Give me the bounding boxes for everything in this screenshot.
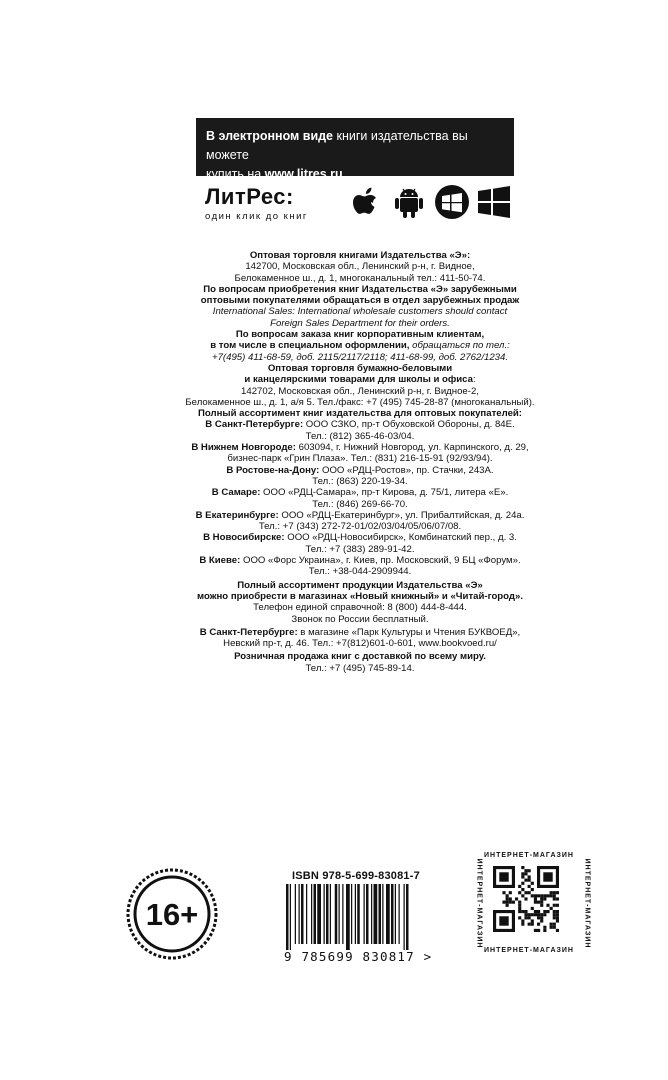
barcode-bar	[301, 884, 304, 944]
qr-module	[509, 891, 512, 894]
qr-module	[506, 897, 509, 900]
spb-line: В Санкт-Петербурге: ООО СЗКО, пр-т Обуховской Обороны, д. 84Е.	[205, 419, 515, 431]
office-supplies-1: Оптовая торговля бумажно-беловыми	[267, 362, 453, 374]
qr-module	[509, 897, 512, 900]
qr-module	[534, 901, 537, 904]
qr-module	[537, 929, 540, 932]
nn-line: В Нижнем Новгороде: 603094, г. Нижний Новгород, ул. Карпинского, д. 29,	[191, 442, 529, 454]
qr-module	[524, 872, 527, 875]
qr-module	[543, 929, 546, 932]
qr-module	[506, 894, 509, 897]
qr-module	[553, 913, 556, 916]
barcode-bar	[295, 884, 296, 944]
barcode-bar	[342, 884, 343, 944]
corporate-2: в том числе в специальном оформлении, обращаться по тел.:	[210, 340, 510, 352]
qr-module	[553, 923, 556, 926]
qr-module	[543, 897, 546, 900]
barcode-bar	[357, 884, 360, 944]
samara-line: В Самаре: ООО «РДЦ-Самара», пр-т Кирова, д. 75/1, литера «Е».	[211, 487, 509, 499]
qr-module	[528, 869, 531, 872]
products-4: Звонок по России бесплатный.	[291, 613, 429, 625]
qr-module	[499, 916, 508, 925]
qr-module	[499, 872, 508, 881]
qr-label-top: ИНТЕРНЕТ-МАГАЗИН	[484, 852, 574, 859]
foreign-sales-en-1: International Sales: International wholesale customers should contact	[212, 306, 508, 318]
qr-block	[472, 852, 591, 956]
qr-module	[531, 888, 534, 891]
qr-module	[543, 926, 546, 929]
qr-module	[534, 913, 537, 916]
qr-module	[550, 894, 553, 897]
qr-module	[556, 891, 559, 894]
qr-module	[546, 910, 549, 913]
qr-module	[534, 894, 537, 897]
barcode-bar	[326, 884, 329, 944]
qr-module	[540, 897, 543, 900]
qr-module	[518, 904, 521, 907]
qr-module	[518, 916, 521, 919]
qr-module	[524, 910, 527, 913]
barcode-bar	[290, 884, 291, 950]
barcode-bar	[346, 884, 350, 950]
barcode-bar	[306, 884, 307, 944]
qr-module	[540, 916, 543, 919]
qr-label-left: ИНТЕРНЕТ-МАГАЗИН	[475, 858, 483, 949]
barcode-bar	[395, 884, 396, 944]
qr-module	[537, 894, 540, 897]
foreign-sales-2: оптовыми покупателями обращаться в отдел зарубежных продаж	[200, 295, 520, 307]
qr-module	[537, 910, 540, 913]
qr-module	[550, 891, 553, 894]
apple-icon	[346, 182, 386, 222]
qr-module	[531, 913, 534, 916]
qr-module	[543, 910, 546, 913]
qr-module	[528, 885, 531, 888]
rnd-tel: Тел.: (863) 220-19-34.	[312, 475, 408, 487]
barcode-bar	[374, 884, 378, 944]
banner-rest: книги издательства вы можете	[206, 129, 468, 162]
qr-module	[556, 904, 559, 907]
retail-2: Тел.: +7 (495) 745-89-14.	[305, 662, 415, 674]
wholesale-address-2: Белокаменное ш., д. 1, многоканальный тел.: 411-50-74.	[234, 272, 486, 284]
qr-module	[534, 910, 537, 913]
qr-module	[543, 913, 546, 916]
kiev-line: В Киеве: ООО «Форс Украина», г. Киев, пр. Московский, 9 БЦ «Форум».	[199, 555, 521, 567]
qr-module	[537, 923, 540, 926]
qr-code[interactable]	[493, 866, 559, 942]
qr-module	[521, 875, 524, 878]
qr-module	[553, 910, 556, 913]
barcode-bar	[299, 884, 300, 944]
barcode-bar	[399, 884, 400, 944]
qr-module	[556, 929, 559, 932]
products-1: Полный ассортимент продукции Издательства «Э»	[237, 579, 483, 591]
qr-module	[556, 897, 559, 900]
nsk-tel: Тел.: +7 (383) 289-91-42.	[305, 543, 415, 555]
qr-module	[524, 891, 527, 894]
qr-module	[540, 901, 543, 904]
qr-module	[509, 901, 512, 904]
qr-module	[518, 907, 521, 910]
qr-module	[515, 897, 518, 900]
wholesale-title: Оптовая торговля книгами Издательства «Э»:	[249, 250, 471, 261]
products-2: можно приобрести в магазинах «Новый книжный» и «Читай-город».	[197, 590, 523, 602]
qr-module	[518, 885, 521, 888]
office-supplies-address-2: Белокаменное ш., д. 1, а/я 5. Тел./факс: +7 (495) 745-28-87 (многоканальный).	[185, 396, 535, 408]
qr-module	[521, 894, 524, 897]
qr-module	[506, 901, 509, 904]
qr-module	[553, 894, 556, 897]
age-rating-text: 16+	[145, 897, 199, 932]
barcode-bar	[364, 884, 365, 944]
barcode-bar	[351, 884, 352, 944]
barcode-bar	[386, 884, 390, 944]
qr-module	[550, 926, 553, 929]
qr-module	[521, 888, 524, 891]
products-3: Телефон единой справочной: 8 (800) 444-8-444.	[253, 602, 467, 614]
banner-line1	[206, 127, 504, 165]
litres-banner	[196, 118, 514, 181]
qr-module	[553, 904, 556, 907]
contacts-block	[140, 250, 580, 674]
qr-module	[524, 913, 527, 916]
qr-module	[553, 926, 556, 929]
qr-module	[546, 904, 549, 907]
qr-module	[553, 891, 556, 894]
qr-module	[543, 894, 546, 897]
qr-module	[556, 919, 559, 922]
qr-module	[534, 897, 537, 900]
qr-module	[524, 916, 527, 919]
retail-1: Розничная продажа книг с доставкой по всему миру.	[234, 651, 486, 663]
qr-module	[540, 919, 543, 922]
qr-module	[528, 879, 531, 882]
barcode-digits: 9 785699 830817 >	[284, 949, 433, 964]
qr-module	[502, 891, 505, 894]
nsk-line: В Новосибирске: ООО «РДЦ-Новосибирск», Комбинатский пер., д. 3.	[203, 532, 517, 544]
barcode-bar	[317, 884, 321, 944]
barcode-bar	[404, 884, 405, 950]
barcode-bar	[355, 884, 356, 944]
rnd-line: В Ростове-на-Дону: ООО «РДЦ-Ростов», пр. Стачки, 243А.	[226, 464, 494, 476]
foreign-sales-1: По вопросам приобретения книг Издательства «Э» зарубежными	[203, 283, 517, 295]
qr-module	[524, 897, 527, 900]
isbn-text: ISBN 978-5-699-83081-7	[292, 870, 420, 882]
platform-icons	[346, 182, 514, 222]
corporate-phones: +7(495) 411-68-59, доб. 2115/2117/2118; 411-68-99, доб. 2762/1234.	[211, 351, 508, 363]
ekb-line: В Екатеринбурге: ООО «РДЦ-Екатеринбург», ул. Прибалтийская, д. 24а.	[195, 509, 525, 521]
barcode-bar	[314, 884, 317, 944]
qr-label-right: ИНТЕРНЕТ-МАГАЗИН	[583, 858, 591, 949]
qr-module	[550, 923, 553, 926]
qr-module	[528, 923, 531, 926]
banner-buy-text: купить на	[206, 167, 265, 181]
qr-module	[556, 916, 559, 919]
qr-module	[540, 894, 543, 897]
qr-module	[521, 866, 524, 869]
qr-module	[553, 916, 556, 919]
spb-tel: Тел.: (812) 365-46-03/04.	[305, 430, 415, 442]
qr-module	[531, 919, 534, 922]
qr-module	[528, 916, 531, 919]
qr-module	[540, 904, 543, 907]
qr-module	[531, 882, 534, 885]
barcode-bar	[379, 884, 382, 944]
qr-module	[531, 907, 534, 910]
qr-module	[550, 907, 553, 910]
kiev-tel: Тел.: +38-044-2909944.	[308, 566, 412, 578]
qr-module	[521, 872, 524, 875]
qr-module	[521, 882, 524, 885]
barcode-bar	[382, 884, 383, 944]
qr-module	[534, 929, 537, 932]
barcode-bar	[324, 884, 325, 944]
barcode-bar	[286, 884, 289, 950]
android-icon	[389, 182, 429, 222]
barcode-bar	[339, 884, 340, 944]
litres-logo	[205, 184, 308, 222]
qr-module	[524, 869, 527, 872]
qr-module	[506, 904, 509, 907]
qr-module	[537, 913, 540, 916]
litres-slogan: один клик до книг	[205, 211, 308, 222]
litres-url-link[interactable]: www.litres.ru	[264, 167, 343, 181]
barcode-block	[282, 870, 450, 964]
barcode-bar	[335, 884, 338, 944]
office-supplies-address: 142702, Московская обл., Ленинский р-н, г. Видное-2,	[241, 385, 479, 397]
barcode-bar	[371, 884, 372, 944]
qr-module	[512, 901, 515, 904]
barcode-bar	[391, 884, 394, 944]
barcode-bar	[330, 884, 331, 944]
barcode	[282, 884, 442, 950]
qr-module	[540, 913, 543, 916]
barcode-bar	[406, 884, 409, 950]
qr-module	[553, 897, 556, 900]
wholesale-address: 142700, Московская обл., Ленинский р-н, г. Видное,	[245, 261, 475, 273]
qr-module	[524, 879, 527, 882]
windows-icon	[474, 182, 514, 222]
qr-module	[518, 901, 521, 904]
windows-phone-icon	[432, 182, 472, 222]
qr-module	[556, 910, 559, 913]
bookvoed-line: В Санкт-Петербурге: в магазине «Парк Культуры и Чтения БУКВОЕД»,	[199, 626, 521, 638]
foreign-sales-en-2: Foreign Sales Department for their orders.	[270, 317, 450, 329]
barcode-bar	[366, 884, 369, 944]
qr-module	[531, 894, 534, 897]
qr-module	[537, 916, 540, 919]
qr-module	[543, 872, 552, 881]
qr-module	[502, 901, 505, 904]
litres-name: ЛитРес:	[205, 184, 294, 209]
ekb-tel: Тел.: +7 (343) 272-72-01/02/03/04/05/06/07/08.	[258, 521, 462, 533]
qr-module	[537, 901, 540, 904]
qr-module	[528, 891, 531, 894]
qr-module	[521, 923, 524, 926]
nn-line-2: бизнес-парк «Грин Плаза». Тел.: (831) 216-15-91 (92/93/94).	[227, 453, 493, 465]
qr-module	[528, 913, 531, 916]
qr-module	[556, 913, 559, 916]
barcode-bar	[311, 884, 312, 944]
qr-module	[518, 910, 521, 913]
age-rating-badge	[126, 868, 218, 960]
bookvoed-line-2: Невский пр-т, д. 46. Тел.: +7(812)601-0-601, www.bookvoed.ru/	[223, 638, 497, 650]
qr-module	[528, 875, 531, 878]
corporate-1: По вопросам заказа книг корпоративным клиентам,	[235, 329, 485, 341]
qr-module	[531, 923, 534, 926]
full-range-title: Полный ассортимент книг издательства для оптовых покупателей:	[197, 408, 522, 420]
qr-module	[546, 894, 549, 897]
banner-bold: В электронном виде	[206, 129, 334, 143]
qr-module	[518, 891, 521, 894]
samara-tel: Тел.: (846) 269-66-70.	[312, 498, 408, 510]
qr-module	[521, 919, 524, 922]
qr-module	[521, 910, 524, 913]
qr-label-bottom: ИНТЕРНЕТ-МАГАЗИН	[484, 947, 574, 954]
office-supplies-2: и канцелярскими товарами для школы и офиса:	[244, 374, 476, 386]
